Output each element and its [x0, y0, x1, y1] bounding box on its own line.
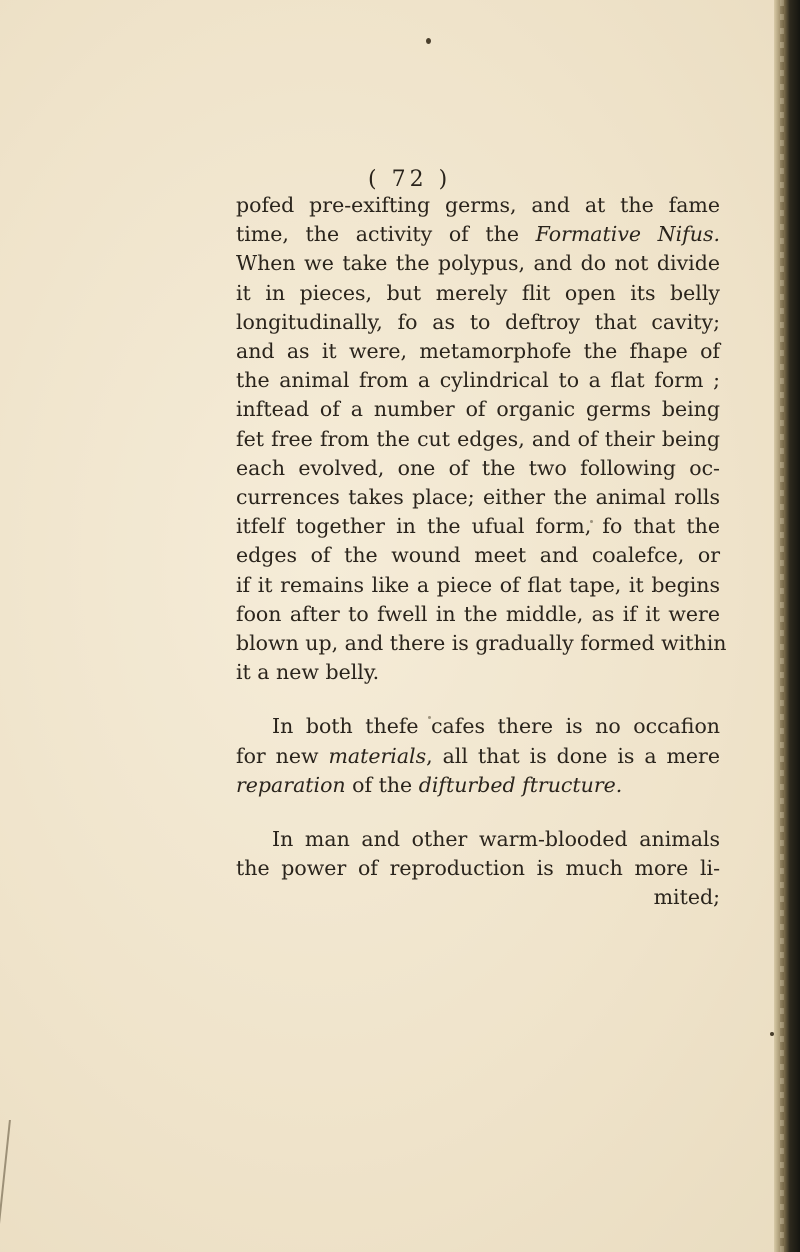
text-line: pofed pre-exifting germs, and at the fame	[236, 193, 720, 217]
paragraph-gap	[236, 800, 720, 825]
body-text	[236, 191, 727, 913]
paragraph-gap	[236, 687, 720, 712]
page-number: ( 72 )	[368, 167, 452, 192]
text-line: it in pieces, but merely flit open its belly	[236, 280, 720, 305]
text-line: When we take the polypus, and do not divide	[236, 251, 720, 276]
ink-speck	[770, 1032, 774, 1036]
italic-phrase: Formative Nifus.	[535, 222, 720, 247]
italic-phrase: materials	[328, 743, 427, 768]
text-line: reparation of the difturbed ftructure.	[236, 772, 623, 797]
text-line: inftead of a number of organic germs being	[236, 397, 720, 422]
book-spine-edge	[774, 0, 800, 1252]
catchword: mited;	[653, 885, 720, 910]
text-line: time, the activity of the Formative Nifus.	[236, 222, 720, 247]
text-line: if it remains like a piece of flat tape, it begins	[236, 572, 720, 597]
text-line: each evolved, one of the two following oc-	[236, 455, 720, 480]
text-line: In man and other warm-blooded animals	[272, 827, 720, 852]
text-line: itfelf together in the ufual form, fo that the	[236, 514, 720, 539]
text-line: for new materials, all that is done is a mere	[236, 743, 720, 768]
text-line: and as it were, metamorphofe the fhape of	[236, 339, 720, 364]
text-line: currences takes place; either the animal rolls	[236, 485, 720, 510]
text-line: it a new belly.	[236, 660, 380, 685]
text-line: blown up, and there is gradually formed within	[236, 631, 727, 656]
text-line: fet free from the cut edges, and of their being	[236, 426, 720, 451]
text-line: In both thefe cafes there is no occafion	[272, 714, 720, 739]
text-line: the animal from a cylindrical to a flat form ;	[236, 368, 720, 393]
text-line: longitudinally, fo as to deftroy that cavity;	[236, 309, 720, 334]
text-line: edges of the wound meet and coalefce, or	[236, 543, 720, 568]
italic-phrase: reparation	[236, 772, 346, 797]
italic-phrase: difturbed ftructure.	[418, 772, 623, 797]
text-line: foon after to fwell in the middle, as if it were	[236, 601, 720, 626]
text-line: the power of reproduction is much more li-	[236, 856, 720, 881]
ink-speck	[426, 38, 431, 44]
